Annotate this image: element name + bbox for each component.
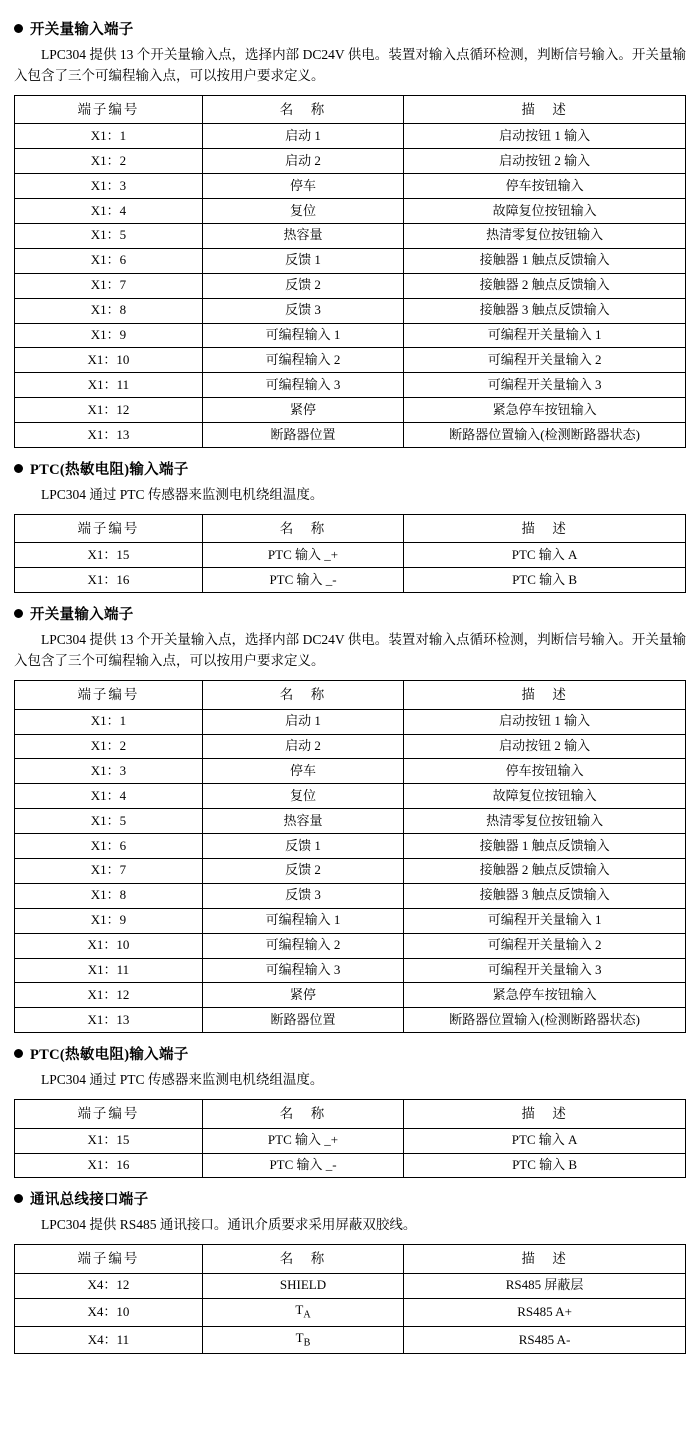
cell-name: 可编程输入 2 [202,933,403,958]
table-row [15,858,686,883]
table-row [15,124,686,149]
table-row [15,1128,686,1153]
cell-name: 可编程输入 1 [202,908,403,933]
section-title: PTC(热敏电阻)输入端子 [30,461,189,478]
cell-terminal-number: X1：9 [15,323,203,348]
cell-name: PTC 输入 _- [202,1153,403,1178]
cell-name: 紧停 [202,398,403,423]
table-row [15,958,686,983]
table-row [15,1008,686,1033]
column-header: 名 称 [202,514,403,543]
cell-description: 接触器 1 触点反馈输入 [404,248,686,273]
cell-description: 紧急停车按钮输入 [404,983,686,1008]
column-header: 名 称 [202,1100,403,1129]
bullet-icon [14,1194,23,1203]
table-row [15,809,686,834]
section-title: 开关量输入端子 [30,607,134,624]
terminal-table-digital-input-2 [14,680,686,1033]
cell-terminal-number: X1：3 [15,174,203,199]
cell-terminal-number: X1：3 [15,759,203,784]
cell-description: 断路器位置输入(检测断路器状态) [404,1008,686,1033]
cell-terminal-number: X1：16 [15,1153,203,1178]
cell-description: 热清零复位按钮输入 [404,809,686,834]
cell-terminal-number: X1：13 [15,423,203,448]
cell-description: 可编程开关量输入 3 [404,373,686,398]
cell-terminal-number: X1：9 [15,908,203,933]
cell-description: 启动按钮 1 输入 [404,124,686,149]
table-row [15,1326,686,1354]
cell-description: 可编程开关量输入 2 [404,933,686,958]
cell-description: PTC 输入 A [404,1128,686,1153]
cell-description: RS485 A- [404,1326,686,1354]
cell-description: 接触器 3 触点反馈输入 [404,298,686,323]
cell-terminal-number: X1：2 [15,149,203,174]
cell-description: 热清零复位按钮输入 [404,223,686,248]
cell-name: $T_B$ [202,1326,403,1354]
cell-terminal-number: X1：7 [15,858,203,883]
cell-description: 可编程开关量输入 1 [404,908,686,933]
terminal-table-ptc-input-2 [14,1099,686,1178]
bullet-icon [14,24,23,33]
cell-description: 可编程开关量输入 3 [404,958,686,983]
table-row [15,273,686,298]
cell-terminal-number: X1：11 [15,373,203,398]
section-title: PTC(热敏电阻)输入端子 [30,1047,189,1064]
cell-name: 启动 1 [202,709,403,734]
table-row [15,298,686,323]
section-paragraph: LPC304 提供 13 个开关量输入点，选择内部 DC24V 供电。装置对输入点循环检测，判断信号输入。开关量输入包含了三个可编程输入点，可以按用户要求定义。 [14,632,686,669]
table-header-row [15,95,686,124]
table-row [15,759,686,784]
table-row [15,1298,686,1326]
cell-name: 紧停 [202,983,403,1008]
cell-name: 复位 [202,784,403,809]
cell-description: 接触器 2 触点反馈输入 [404,273,686,298]
cell-description: 可编程开关量输入 1 [404,323,686,348]
table-row [15,149,686,174]
section-paragraph: LPC304 提供 13 个开关量输入点，选择内部 DC24V 供电。装置对输入点循环检测，判断信号输入。开关量输入包含了三个可编程输入点，可以按用户要求定义。 [14,47,686,83]
section-heading-digital-input-2 [14,603,686,624]
column-header: 描 述 [404,681,686,710]
column-header: 名 称 [202,1245,403,1274]
cell-name: 反馈 1 [202,834,403,859]
cell-description: 故障复位按钮输入 [404,199,686,224]
table-row [15,1153,686,1178]
cell-description: PTC 输入 A [404,543,686,568]
cell-description: PTC 输入 B [404,568,686,593]
cell-terminal-number: X1：5 [15,223,203,248]
section-title: 通讯总线接口端子 [30,1192,149,1209]
terminal-table-ptc-input-1 [14,514,686,593]
table-row [15,568,686,593]
table-row [15,983,686,1008]
cell-name: 启动 2 [202,734,403,759]
cell-description: 接触器 3 触点反馈输入 [404,883,686,908]
cell-description: 停车按钮输入 [404,174,686,199]
table-row [15,373,686,398]
table-row [15,709,686,734]
cell-terminal-number: X1：4 [15,784,203,809]
cell-terminal-number: X1：2 [15,734,203,759]
cell-terminal-number: X1：15 [15,1128,203,1153]
table-row [15,543,686,568]
table-header-row [15,1100,686,1129]
table-row [15,398,686,423]
cell-terminal-number: X1：12 [15,398,203,423]
cell-name: PTC 输入 _+ [202,1128,403,1153]
cell-name: 热容量 [202,223,403,248]
column-header: 描 述 [404,514,686,543]
cell-terminal-number: X1：16 [15,568,203,593]
column-header: 端子编号 [15,514,203,543]
cell-terminal-number: X1：11 [15,958,203,983]
section-heading-digital-input-1 [14,18,686,39]
table-header-row [15,681,686,710]
cell-description: PTC 输入 B [404,1153,686,1178]
cell-terminal-number: X1：5 [15,809,203,834]
cell-name: 停车 [202,759,403,784]
cell-name: 可编程输入 1 [202,323,403,348]
cell-name: 启动 1 [202,124,403,149]
cell-terminal-number: X1：6 [15,834,203,859]
cell-terminal-number: X1：8 [15,298,203,323]
cell-terminal-number: X1：6 [15,248,203,273]
cell-terminal-number: X4：12 [15,1273,203,1298]
cell-name: $T_A$ [202,1298,403,1326]
column-header: 名 称 [202,95,403,124]
table-row [15,834,686,859]
table-row [15,199,686,224]
bullet-icon [14,464,23,473]
table-row [15,908,686,933]
column-header: 端子编号 [15,1245,203,1274]
column-header: 端子编号 [15,1100,203,1129]
table-row [15,933,686,958]
column-header: 名 称 [202,681,403,710]
cell-terminal-number: X1：13 [15,1008,203,1033]
cell-name: 反馈 1 [202,248,403,273]
table-row [15,348,686,373]
cell-description: 启动按钮 2 输入 [404,734,686,759]
table-row [15,248,686,273]
section-paragraph: LPC304 提供 RS485 通讯接口。通讯介质要求采用屏蔽双胶线。 [41,1217,417,1233]
column-header: 描 述 [404,1245,686,1274]
column-header: 描 述 [404,1100,686,1129]
table-row [15,223,686,248]
cell-terminal-number: X1：1 [15,709,203,734]
cell-name: PTC 输入 _- [202,568,403,593]
cell-name: 断路器位置 [202,1008,403,1033]
cell-terminal-number: X4：10 [15,1298,203,1326]
section-paragraph: LPC304 通过 PTC 传感器来监测电机绕组温度。 [41,486,324,502]
cell-name: 启动 2 [202,149,403,174]
cell-name: 可编程输入 3 [202,958,403,983]
terminal-table-digital-input-1 [14,95,686,448]
section-heading-ptc-input-1 [14,458,686,479]
cell-name: 反馈 2 [202,858,403,883]
table-row [15,784,686,809]
cell-name: 反馈 3 [202,883,403,908]
section-paragraph: LPC304 通过 PTC 传感器来监测电机绕组温度。 [41,1072,324,1088]
cell-description: 接触器 1 触点反馈输入 [404,834,686,859]
cell-name: 热容量 [202,809,403,834]
cell-terminal-number: X1：1 [15,124,203,149]
cell-terminal-number: X1：4 [15,199,203,224]
cell-description: 紧急停车按钮输入 [404,398,686,423]
bullet-icon [14,609,23,618]
section-title: 开关量输入端子 [30,22,134,38]
cell-description: 断路器位置输入(检测断路器状态) [404,423,686,448]
table-row [15,174,686,199]
cell-description: RS485 A+ [404,1298,686,1326]
cell-description: 停车按钮输入 [404,759,686,784]
table-header-row [15,1245,686,1274]
cell-description: 启动按钮 2 输入 [404,149,686,174]
table-row [15,423,686,448]
cell-terminal-number: X1：10 [15,348,203,373]
cell-terminal-number: X1：12 [15,983,203,1008]
column-header: 描 述 [404,95,686,124]
terminal-table-comm-bus [14,1244,686,1354]
cell-name: 可编程输入 3 [202,373,403,398]
cell-description: 启动按钮 1 输入 [404,709,686,734]
table-row [15,323,686,348]
cell-terminal-number: X1：10 [15,933,203,958]
cell-name: 断路器位置 [202,423,403,448]
cell-terminal-number: X1：8 [15,883,203,908]
table-header-row [15,514,686,543]
table-row [15,1273,686,1298]
table-row [15,734,686,759]
cell-name: 反馈 3 [202,298,403,323]
cell-name: 停车 [202,174,403,199]
section-heading-ptc-input-2 [14,1043,686,1064]
cell-description: 接触器 2 触点反馈输入 [404,858,686,883]
cell-terminal-number: X1：7 [15,273,203,298]
column-header: 端子编号 [15,681,203,710]
cell-name: PTC 输入 _+ [202,543,403,568]
cell-description: 可编程开关量输入 2 [404,348,686,373]
cell-description: RS485 屏蔽层 [404,1273,686,1298]
column-header: 端子编号 [15,95,203,124]
cell-description: 故障复位按钮输入 [404,784,686,809]
cell-terminal-number: X4：11 [15,1326,203,1354]
cell-name: 反馈 2 [202,273,403,298]
cell-name: SHIELD [202,1273,403,1298]
cell-terminal-number: X1：15 [15,543,203,568]
cell-name: 复位 [202,199,403,224]
bullet-icon [14,1049,23,1058]
cell-name: 可编程输入 2 [202,348,403,373]
section-heading-comm-bus [14,1188,686,1209]
table-row [15,883,686,908]
